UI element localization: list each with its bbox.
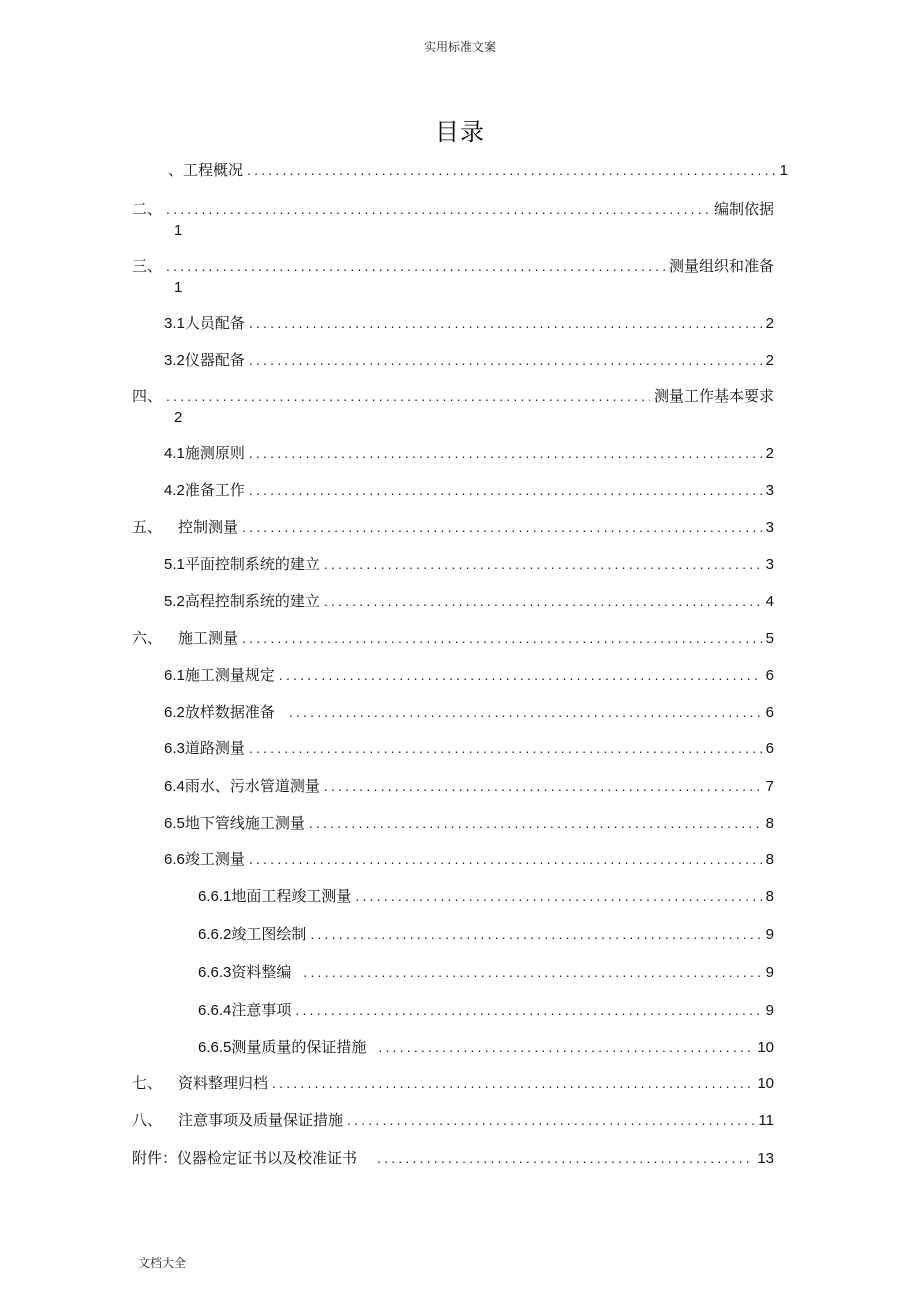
- toc-entry[interactable]: [164, 591, 774, 611]
- toc-entry[interactable]: [132, 199, 774, 219]
- dot-leader: [166, 199, 710, 219]
- toc-entry[interactable]: [132, 256, 774, 276]
- dot-leader: [377, 1148, 753, 1168]
- toc-entry[interactable]: [164, 480, 774, 500]
- toc-entry-page: 2: [765, 315, 774, 332]
- dot-leader: [249, 443, 762, 463]
- toc-entry-label: 4.1施测原则: [164, 445, 245, 462]
- toc-entry-label: 测量工作基本要求: [653, 388, 774, 405]
- toc-entry[interactable]: [132, 628, 774, 648]
- toc-entry-page: 9: [765, 926, 774, 943]
- toc-entry[interactable]: [164, 665, 774, 685]
- dot-leader: [249, 313, 762, 333]
- toc-entry-label: 3.1人员配备: [164, 315, 245, 332]
- dot-leader: [303, 962, 761, 982]
- dot-leader: [249, 480, 762, 500]
- toc-entry-page: 8: [765, 815, 774, 832]
- toc-entry[interactable]: [132, 1073, 774, 1093]
- toc-entry[interactable]: [164, 554, 774, 574]
- toc-entry[interactable]: [132, 1148, 774, 1168]
- toc-entry-label: 4.2准备工作: [164, 482, 245, 499]
- toc-entry-page: 5: [765, 630, 774, 647]
- toc-entry-prefix: 二、: [132, 201, 163, 218]
- toc-entry-page: 2: [765, 352, 774, 369]
- toc-entry[interactable]: [164, 738, 774, 758]
- toc-entry-page: 1: [779, 162, 788, 179]
- toc-entry-page: 3: [765, 556, 774, 573]
- dot-leader: [166, 386, 650, 406]
- toc-entry-label: 6.6.4注意事项: [198, 1002, 292, 1019]
- toc-entry[interactable]: [198, 886, 774, 906]
- dot-leader: [378, 1037, 753, 1057]
- page-footer: 文档大全: [138, 1256, 187, 1270]
- toc-entry[interactable]: [164, 350, 774, 370]
- dot-leader: [347, 1110, 754, 1130]
- toc-entry-page: 7: [765, 778, 774, 795]
- toc-entry-label: 附件：仪器检定证书以及校准证书: [132, 1150, 358, 1167]
- toc-entry[interactable]: [164, 849, 774, 869]
- dot-leader: [324, 591, 762, 611]
- toc-entry-page: 6: [765, 704, 774, 721]
- toc-entry-prefix: 六、: [132, 630, 163, 647]
- toc-entry-page: 3: [765, 519, 774, 536]
- toc-entry-page: 13: [757, 1150, 774, 1167]
- page-title: 目录: [435, 119, 485, 146]
- toc-entry-label: 5.1平面控制系统的建立: [164, 556, 320, 573]
- toc-entry-label: 3.2仪器配备: [164, 352, 245, 369]
- toc-entry-page: 3: [765, 482, 774, 499]
- toc-entry-page: 9: [765, 964, 774, 981]
- toc-entry-label: 6.2放样数据准备: [164, 704, 275, 721]
- dot-leader: [324, 776, 762, 796]
- toc-entry-label: 6.6竣工测量: [164, 851, 245, 868]
- dot-leader: [242, 628, 762, 648]
- toc-entry-page: 2: [765, 445, 774, 462]
- toc-entry[interactable]: [164, 443, 774, 463]
- toc-entry[interactable]: [198, 924, 774, 944]
- toc-entry-page: 6: [765, 667, 774, 684]
- toc-entry[interactable]: [198, 1037, 774, 1057]
- toc-entry-label: 6.3道路测量: [164, 740, 245, 757]
- dot-leader: [289, 702, 762, 722]
- toc-entry-label: 编制依据: [713, 201, 774, 218]
- toc-entry-page: 10: [757, 1075, 774, 1092]
- toc-entry-page: 11: [758, 1112, 774, 1129]
- dot-leader: [249, 738, 762, 758]
- toc-entry-label: 5.2高程控制系统的建立: [164, 593, 320, 610]
- toc-entry-label: 6.6.2竣工图绘制: [198, 926, 307, 943]
- toc-entry-page: 4: [765, 593, 774, 610]
- page-header: 实用标准文案: [423, 40, 496, 54]
- toc-entry-label: 6.6.3资料整编: [198, 964, 292, 981]
- toc-entry-label: 施工测量: [178, 630, 239, 647]
- toc-entry-label: 资料整理归档: [178, 1075, 269, 1092]
- dot-leader: [279, 665, 762, 685]
- toc-entry[interactable]: [132, 517, 774, 537]
- toc-entry-label: 6.6.1地面工程竣工测量: [198, 888, 352, 905]
- dot-leader: [249, 350, 762, 370]
- toc-entry-label: 6.1施工测量规定: [164, 667, 275, 684]
- dot-leader: [310, 924, 761, 944]
- toc-entry-page: 2: [174, 409, 183, 426]
- toc-entry-label: 控制测量: [178, 519, 239, 536]
- toc-entry[interactable]: [164, 702, 774, 722]
- toc-entry-page: 6: [765, 740, 774, 757]
- toc-entry-label: 6.6.5测量质量的保证措施: [198, 1039, 367, 1056]
- toc-entry-page: 1: [174, 279, 183, 296]
- toc-entry-page: 10: [757, 1039, 774, 1056]
- toc-entry-prefix: 三、: [132, 258, 163, 275]
- toc-entry-label: 6.4雨水、污水管道测量: [164, 778, 320, 795]
- toc-entry-page: 9: [765, 1002, 774, 1019]
- dot-leader: [242, 517, 762, 537]
- toc-entry[interactable]: [198, 1000, 774, 1020]
- dot-leader: [272, 1073, 753, 1093]
- toc-entry[interactable]: [168, 160, 788, 180]
- dot-leader: [309, 813, 762, 833]
- dot-leader: [249, 849, 762, 869]
- dot-leader: [166, 256, 665, 276]
- toc-entry[interactable]: [164, 776, 774, 796]
- toc-entry-page: 1: [174, 222, 183, 239]
- toc-entry[interactable]: [164, 813, 774, 833]
- toc-entry-prefix: 五、: [132, 519, 163, 536]
- dot-leader: [295, 1000, 761, 1020]
- toc-entry[interactable]: [132, 386, 774, 406]
- toc-entry-label: 、工程概况: [168, 162, 244, 179]
- dot-leader: [324, 554, 762, 574]
- toc-entry[interactable]: [132, 1110, 774, 1130]
- dot-leader: [247, 160, 776, 180]
- toc-entry[interactable]: [164, 313, 774, 333]
- dot-leader: [355, 886, 761, 906]
- toc-entry-label: 注意事项及质量保证措施: [178, 1112, 344, 1129]
- toc-entry[interactable]: [198, 962, 774, 982]
- toc-entry-prefix: 七、: [132, 1075, 163, 1092]
- toc-entry-page: 8: [765, 888, 774, 905]
- toc-entry-label: 6.5地下管线施工测量: [164, 815, 305, 832]
- toc-entry-prefix: 八、: [132, 1112, 163, 1129]
- toc-entry-page: 8: [765, 851, 774, 868]
- toc-entry-prefix: 四、: [132, 388, 163, 405]
- toc-entry-label: 测量组织和准备: [668, 258, 774, 275]
